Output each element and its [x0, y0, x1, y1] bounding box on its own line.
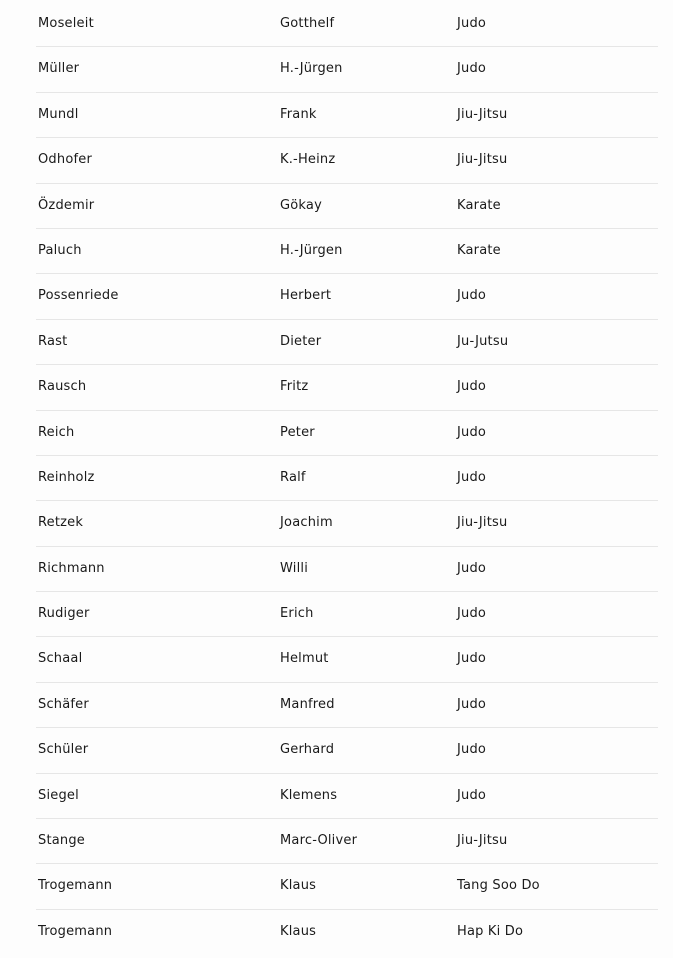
last-name-cell: Siegel	[38, 787, 79, 803]
table-row	[36, 274, 658, 319]
first-name-cell: Gerhard	[280, 742, 335, 758]
table-row	[36, 184, 658, 229]
last-name-cell: Trogemann	[38, 878, 113, 894]
martial-art-cell: Hap Ki Do	[457, 923, 524, 939]
last-name-cell: Müller	[38, 61, 80, 77]
martial-art-cell: Jiu-Jitsu	[457, 152, 508, 168]
martial-art-cell: Judo	[457, 651, 487, 667]
martial-art-cell: Jiu-Jitsu	[457, 515, 508, 531]
last-name-cell: Özdemir	[38, 197, 95, 213]
table-row	[36, 456, 658, 501]
last-name-cell: Paluch	[38, 242, 82, 258]
first-name-cell: Dieter	[280, 333, 322, 349]
last-name-cell: Rausch	[38, 379, 87, 395]
last-name-cell: Retzek	[38, 515, 84, 531]
last-name-cell: Trogemann	[38, 923, 113, 939]
last-name-cell: Reinholz	[38, 469, 95, 485]
martial-art-cell: Judo	[457, 696, 487, 712]
martial-art-cell: Judo	[457, 787, 487, 803]
table-row	[36, 365, 658, 410]
first-name-cell: Klaus	[280, 878, 317, 894]
martial-art-cell: Judo	[457, 288, 487, 304]
last-name-cell: Stange	[38, 833, 86, 849]
table-row	[36, 637, 658, 682]
table-row	[36, 910, 658, 955]
martial-art-cell: Tang Soo Do	[457, 878, 540, 894]
martial-art-cell: Judo	[457, 560, 487, 576]
table-row	[36, 547, 658, 592]
martial-art-cell: Judo	[457, 61, 487, 77]
last-name-cell: Possenriede	[38, 288, 119, 304]
first-name-cell: Joachim	[280, 515, 333, 531]
first-name-cell: Gökay	[280, 197, 322, 213]
martial-art-cell: Karate	[457, 197, 501, 213]
first-name-cell: Manfred	[280, 696, 335, 712]
martial-art-cell: Judo	[457, 606, 487, 622]
member-table	[36, 2, 658, 955]
last-name-cell: Moseleit	[38, 16, 94, 31]
table-row	[36, 47, 658, 92]
first-name-cell: Frank	[280, 106, 317, 122]
martial-art-cell: Judo	[457, 16, 487, 31]
table-row	[36, 229, 658, 274]
first-name-cell: Gotthelf	[280, 16, 335, 31]
last-name-cell: Schaal	[38, 651, 83, 667]
table-row	[36, 728, 658, 773]
table-row	[36, 93, 658, 138]
first-name-cell: H.-Jürgen	[280, 242, 343, 258]
table-row	[36, 592, 658, 637]
last-name-cell: Mundl	[38, 106, 79, 122]
first-name-cell: Willi	[280, 560, 309, 576]
first-name-cell: H.-Jürgen	[280, 61, 343, 77]
first-name-cell: Marc-Oliver	[280, 833, 358, 849]
table-row	[36, 683, 658, 728]
table-row	[36, 2, 658, 47]
last-name-cell: Rast	[38, 333, 68, 349]
last-name-cell: Rudiger	[38, 606, 90, 622]
table-row	[36, 138, 658, 183]
table-row	[36, 819, 658, 864]
first-name-cell: Peter	[280, 424, 315, 440]
first-name-cell: Klaus	[280, 923, 317, 939]
table-row	[36, 320, 658, 365]
table-row	[36, 411, 658, 456]
martial-art-cell: Judo	[457, 742, 487, 758]
first-name-cell: Erich	[280, 606, 314, 622]
last-name-cell: Odhofer	[38, 152, 92, 168]
first-name-cell: Fritz	[280, 379, 309, 395]
table-row	[36, 864, 658, 909]
martial-art-cell: Karate	[457, 242, 501, 258]
martial-art-cell: Judo	[457, 424, 487, 440]
martial-art-cell: Jiu-Jitsu	[457, 106, 508, 122]
martial-art-cell: Judo	[457, 469, 487, 485]
first-name-cell: Herbert	[280, 288, 332, 304]
martial-art-cell: Jiu-Jitsu	[457, 833, 508, 849]
last-name-cell: Richmann	[38, 560, 105, 576]
last-name-cell: Schüler	[38, 742, 89, 758]
first-name-cell: K.-Heinz	[280, 152, 336, 168]
first-name-cell: Ralf	[280, 469, 306, 485]
first-name-cell: Klemens	[280, 787, 338, 803]
table-row	[36, 501, 658, 546]
first-name-cell: Helmut	[280, 651, 329, 667]
last-name-cell: Reich	[38, 424, 75, 440]
martial-art-cell: Judo	[457, 379, 487, 395]
last-name-cell: Schäfer	[38, 696, 89, 712]
table-row	[36, 774, 658, 819]
martial-art-cell: Ju-Jutsu	[457, 333, 509, 349]
